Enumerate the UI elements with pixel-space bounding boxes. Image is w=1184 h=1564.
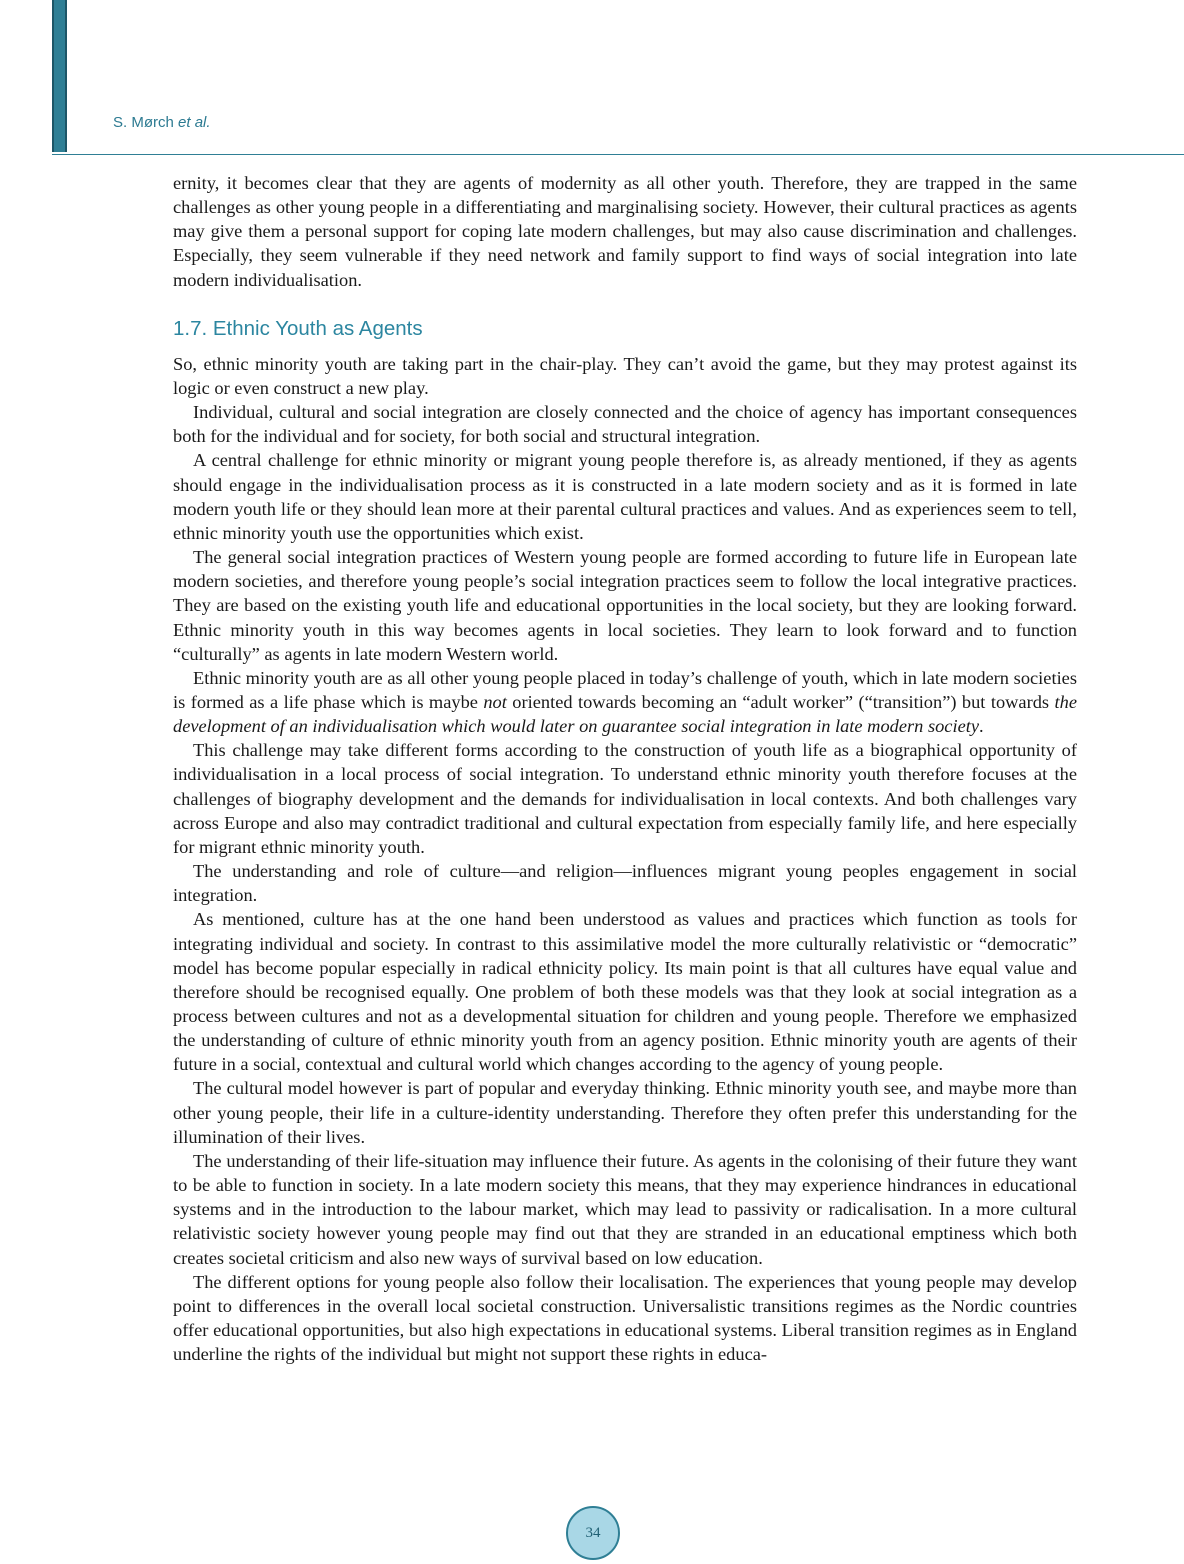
intro-paragraph: ernity, it becomes clear that they are agents of modernity as all other youth. Therefore, they are trapped in the same challenges as other young people in a differentiating and marginalising society. However, their cultural practices as agents may give them a personal support for coping late modern challenges, but may also cause discrimination and challenges. Especially, they seem vulnerable if they need network and family support to find ways of social integration into late modern individualisation. xyxy=(173,173,1077,290)
paragraph-4: The general social integration practices of Western young people are formed according to future life in European late modern societies, and therefore young people’s social integration practices seem to follow the local integrative practices. They are based on the existing youth life and educational opportunities in the local society, but they are looking forward. Ethnic minority youth in this way becomes agents in local societies. They learn to look forward and to function “culturally” as agents in late modern Western world. xyxy=(173,547,1077,664)
running-header-author xyxy=(113,114,211,131)
paragraph-5-end: . xyxy=(979,716,984,737)
paragraph-2: Individual, cultural and social integration are closely connected and the choice of agency has important consequences both for the individual and for society, for both social and structural integration. xyxy=(173,402,1077,447)
paragraph-9: The cultural model however is part of popular and everyday thinking. Ethnic minority youth see, and maybe more than other young people, their life in a culture-identity understanding. Therefore they often prefer this understanding for the illumination of their lives. xyxy=(173,1078,1077,1147)
paragraph-5-part-b: oriented towards becoming an “adult worker” (“transition”) but towards xyxy=(506,691,1055,712)
paragraph-3: A central challenge for ethnic minority or migrant young people therefore is, as already mentioned, if they as agents should engage in the individualisation process as it is constructed in a late modern society and as it is formed in late modern youth life or they should lean more at their parental cultural practices and values. And as experiences seem to tell, ethnic minority youth use the opportunities which exist. xyxy=(173,450,1077,543)
paragraph-7: The understanding and role of culture—and religion—influences migrant young peoples engagement in social integration. xyxy=(173,861,1077,906)
paragraph-5-part-a: Ethnic minority youth are as all other young people placed in today’s challenge of youth, which in late modern societies is formed as a life phase which is maybe xyxy=(173,667,1077,712)
author-name: S. Mørch xyxy=(113,114,174,131)
page-number: 34 xyxy=(585,1524,601,1541)
header-divider xyxy=(52,154,1184,155)
paragraph-10: The understanding of their life-situation may influence their future. As agents in the colonising of their future they want to be able to function in society. In a late modern society this means, that they may experience hindrances in educational systems and in the introduction to the labour market, which may lead to passivity or radicalisation. In a more cultural relativistic society however young people may find out that they are stranded in an educational emptiness which both creates societal criticism and also new ways of survival based on low education. xyxy=(173,1150,1077,1268)
paragraph-5-emphasis: the development of an individualisation which would later on guarantee social integration in late modern society xyxy=(173,691,1077,737)
paragraph-11: The different options for young people also follow their localisation. The experiences that young people may develop point to differences in the overall local societal construction. Universalistic transitions regimes as the Nordic countries offer educational opportunities, but also high expectations in educational systems. Liberal transition regimes as in England underline the rights of the individual but might not support these rights in educa- xyxy=(173,1271,1077,1365)
page-number-badge xyxy=(566,1506,620,1560)
header-accent-bar xyxy=(52,0,67,152)
paragraph-6: This challenge may take different forms according to the construction of youth life as a biographical opportunity of individualisation in a local process of social integration. To understand ethnic minority youth therefore focuses at the challenges of biography development and the demands for individualisation in local contexts. And both challenges vary across Europe and also may contradict traditional and cultural expectation from especially family life, and here especially for migrant ethnic minority youth. xyxy=(173,740,1077,857)
paragraph-8: As mentioned, culture has at the one hand been understood as values and practices which function as tools for integrating individual and society. In contrast to this assimilative model the more culturally relativistic or “democratic” model has become popular especially in radical ethnicity policy. Its main point is that all cultures have equal value and therefore should be recognised equally. One problem of both these models was that they look at social integration as a process between cultures and not as a developmental situation for children and young people. Therefore we emphasized the understanding of culture of ethnic minority youth from an agency position. Ethnic minority youth are agents of their future in a social, contextual and cultural world which changes according to the agency of young people. xyxy=(173,909,1077,1075)
paragraph-1: So, ethnic minority youth are taking part in the chair-play. They can’t avoid the game, but they may protest against its logic or even construct a new play. xyxy=(173,353,1077,398)
paragraph-5 xyxy=(173,666,1077,738)
article-body xyxy=(173,171,1077,1366)
paragraph-5-emphasis-not: not xyxy=(483,691,507,712)
author-etal: et al. xyxy=(178,114,211,131)
section-heading: 1.7. Ethnic Youth as Agents xyxy=(173,316,423,340)
